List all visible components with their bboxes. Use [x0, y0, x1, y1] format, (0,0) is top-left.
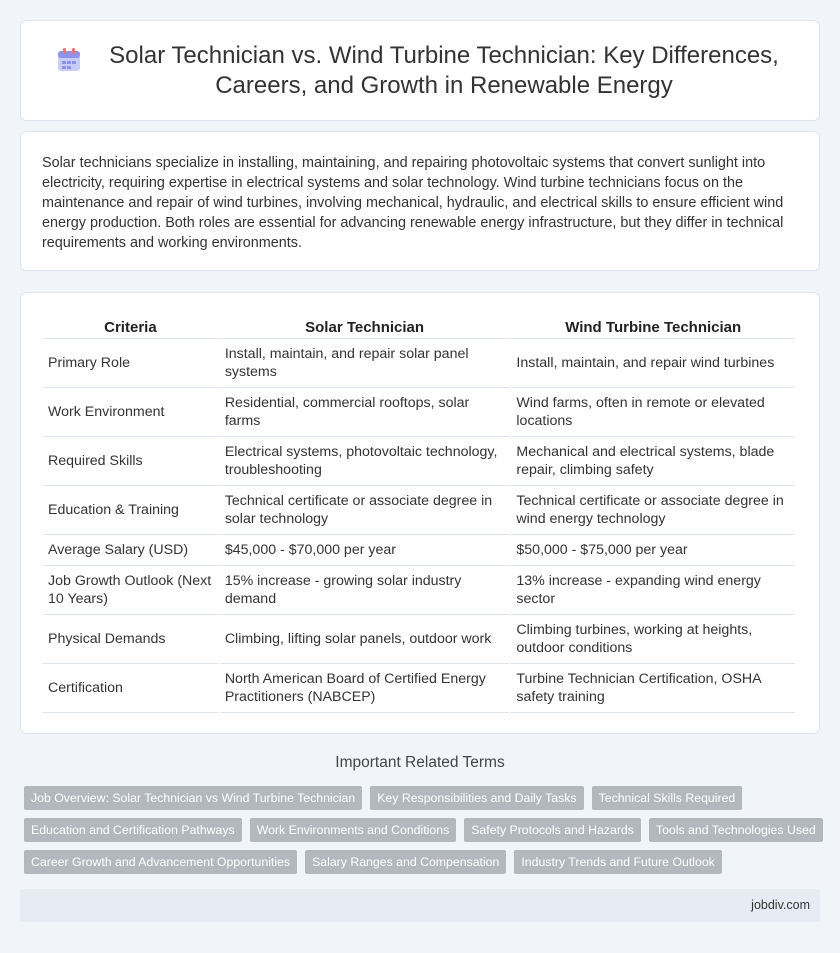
term-tag[interactable]: Education and Certification Pathways: [24, 818, 242, 842]
related-terms: [24, 786, 824, 882]
solar-cell: 15% increase - growing solar industry demand: [220, 566, 510, 615]
table-row: [43, 615, 795, 664]
wind-cell: Technical certificate or associate degree in wind energy technology: [511, 486, 795, 535]
tag-row: [24, 786, 824, 810]
table-row: [43, 388, 795, 437]
comparison-table: [41, 309, 797, 713]
tag-row: [24, 850, 824, 874]
header-solar: Solar Technician: [220, 309, 510, 339]
table-row: [43, 664, 795, 713]
wind-cell: Install, maintain, and repair wind turbines: [511, 339, 795, 388]
criteria-cell: Required Skills: [43, 437, 218, 486]
wind-cell: 13% increase - expanding wind energy sector: [511, 566, 795, 615]
wind-cell: Turbine Technician Certification, OSHA safety training: [511, 664, 795, 713]
term-tag[interactable]: Career Growth and Advancement Opportunities: [24, 850, 297, 874]
calendar-icon: [56, 47, 82, 73]
solar-cell: Electrical systems, photovoltaic technology, troubleshooting: [220, 437, 510, 486]
criteria-cell: Physical Demands: [43, 615, 218, 664]
term-tag[interactable]: Key Responsibilities and Daily Tasks: [370, 786, 583, 810]
table-row: [43, 566, 795, 615]
term-tag[interactable]: Safety Protocols and Hazards: [464, 818, 641, 842]
table-row: [43, 339, 795, 388]
criteria-cell: Education & Training: [43, 486, 218, 535]
footer: [20, 889, 820, 922]
table-row: [43, 437, 795, 486]
table-header-row: [43, 309, 795, 339]
criteria-cell: Work Environment: [43, 388, 218, 437]
header-wind: Wind Turbine Technician: [511, 309, 795, 339]
wind-cell: $50,000 - $75,000 per year: [511, 535, 795, 566]
wind-cell: Mechanical and electrical systems, blade repair, climbing safety: [511, 437, 795, 486]
term-tag[interactable]: Salary Ranges and Compensation: [305, 850, 506, 874]
comparison-table-card: [20, 292, 820, 734]
wind-cell: Climbing turbines, working at heights, outdoor conditions: [511, 615, 795, 664]
term-tag[interactable]: Technical Skills Required: [592, 786, 743, 810]
criteria-cell: Job Growth Outlook (Next 10 Years): [43, 566, 218, 615]
table-row: [43, 486, 795, 535]
footer-site-link[interactable]: jobdiv.com: [751, 898, 810, 912]
intro-card: [20, 131, 820, 271]
solar-cell: $45,000 - $70,000 per year: [220, 535, 510, 566]
wind-cell: Wind farms, often in remote or elevated locations: [511, 388, 795, 437]
term-tag[interactable]: Tools and Technologies Used: [649, 818, 823, 842]
solar-cell: Climbing, lifting solar panels, outdoor work: [220, 615, 510, 664]
header-criteria: Criteria: [43, 309, 218, 339]
term-tag[interactable]: Work Environments and Conditions: [250, 818, 457, 842]
table-row: [43, 535, 795, 566]
solar-cell: North American Board of Certified Energy Practitioners (NABCEP): [220, 664, 510, 713]
solar-cell: Residential, commercial rooftops, solar farms: [220, 388, 510, 437]
criteria-cell: Certification: [43, 664, 218, 713]
criteria-cell: Primary Role: [43, 339, 218, 388]
tag-row: [24, 818, 824, 842]
solar-cell: Technical certificate or associate degree in solar technology: [220, 486, 510, 535]
term-tag[interactable]: Industry Trends and Future Outlook: [514, 850, 721, 874]
related-terms-title: Important Related Terms: [335, 754, 505, 771]
criteria-cell: Average Salary (USD): [43, 535, 218, 566]
term-tag[interactable]: Job Overview: Solar Technician vs Wind Turbine Technician: [24, 786, 362, 810]
intro-text: Solar technicians specialize in installing, maintaining, and repairing photovoltaic systems that convert sunlight into electricity, requiring expertise in electrical systems and solar technology. Wind turbine technicians focus on the maintenance and repair of wind turbines, involving mechanical, hydraulic, and electrical skills to ensure efficient wind energy production. Both roles are essential for advancing renewable energy infrastructure, but they differ in technical requirements and working environments.: [42, 155, 784, 251]
header-card: [20, 20, 820, 121]
page-title: Solar Technician vs. Wind Turbine Technician: Key Differences, Careers, and Growth in Renewable Energy: [109, 41, 779, 99]
solar-cell: Install, maintain, and repair solar panel systems: [220, 339, 510, 388]
